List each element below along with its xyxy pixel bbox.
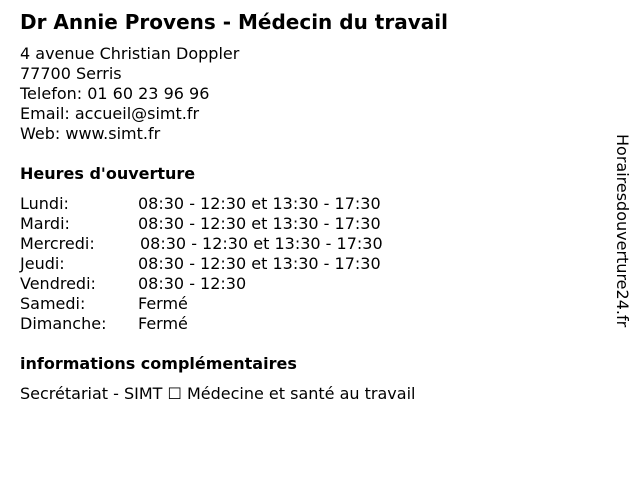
street-address: 4 avenue Christian Doppler	[20, 44, 240, 63]
day-label: Mardi:	[20, 214, 70, 233]
time-value: Fermé	[138, 314, 188, 333]
time-value: Fermé	[138, 294, 188, 313]
info-heading: informations complémentaires	[20, 354, 297, 373]
phone-number: Telefon: 01 60 23 96 96	[20, 84, 210, 103]
time-value: 08:30 - 12:30 et 13:30 - 17:30	[140, 234, 383, 253]
website: Web: www.simt.fr	[20, 124, 161, 143]
time-value: 08:30 - 12:30 et 13:30 - 17:30	[138, 254, 381, 273]
contact-block	[20, 44, 239, 144]
day-label: Dimanche:	[20, 314, 107, 333]
info-text: Secrétariat - SIMT ☐ Médecine et santé au travail	[20, 384, 416, 403]
time-value: 08:30 - 12:30 et 13:30 - 17:30	[138, 214, 381, 233]
time-value: 08:30 - 12:30	[138, 274, 247, 293]
day-label: Mercredi:	[20, 234, 95, 253]
email-address: Email: accueil@simt.fr	[20, 104, 200, 123]
city-address: 77700 Serris	[20, 64, 122, 83]
day-label: Samedi:	[20, 294, 86, 313]
time-value: 08:30 - 12:30 et 13:30 - 17:30	[138, 194, 381, 213]
brand-watermark: Horairesdouverture24.fr	[613, 134, 632, 328]
day-label: Lundi:	[20, 194, 69, 213]
day-label: Jeudi:	[20, 254, 65, 273]
hours-heading: Heures d'ouverture	[20, 164, 196, 183]
page-title: Dr Annie Provens - Médecin du travail	[20, 10, 448, 34]
day-label: Vendredi:	[20, 274, 96, 293]
